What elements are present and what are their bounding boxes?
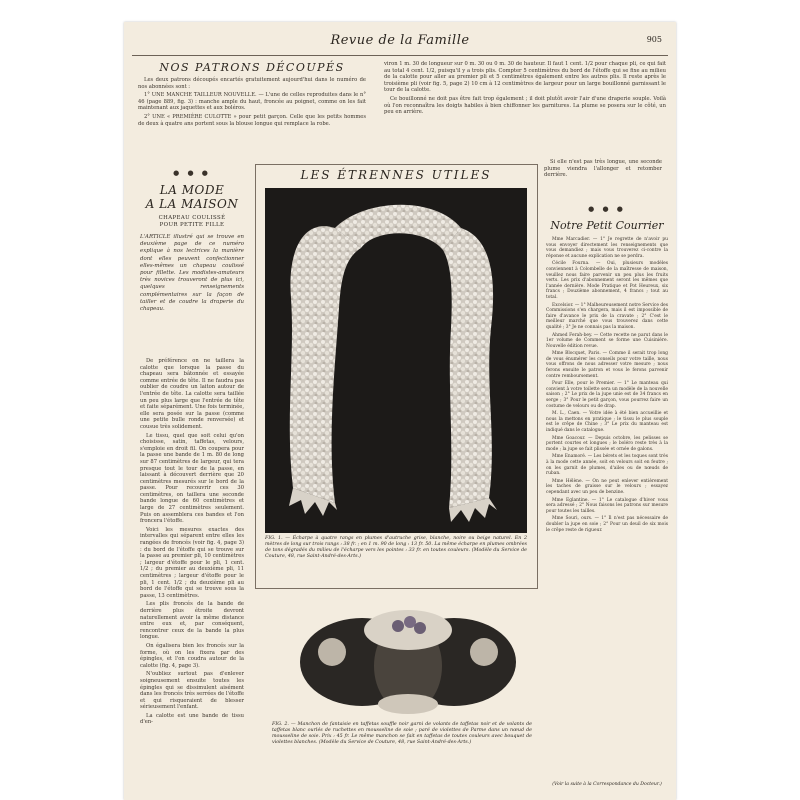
courrier-entry: Ahmed Ferah-bey. — Cette recette ne parut dans le 1er volume de Comment se forme une Cuisinière. Nouvelle édition revue.	[546, 332, 668, 349]
page-number: 905	[646, 35, 662, 44]
mode-intro: L'ARTICLE illustré qui se trouve en deuxième page de ce numéro explique à nos lectrices la manière dont elles peuvent confectionner elles-mêmes un chapeau coulissé pour fillette. Les modistes-amateurs très novices trouveront de plus ici, quelques renseignements complémentaires sur la façon de tailler et de coudre la draperie du chapeau.	[140, 234, 244, 313]
mode-paragraph: Les plis froncés de la bande de derrière plus étroite devront naturellement avoir la même distance entre eux et, par conséquent, rencontrer ceux de la bande la plus longue.	[140, 601, 244, 641]
courrier-column	[546, 237, 668, 535]
patrons-paragraph: 2° UNE « PREMIÈRE CULOTTE » pour petit garçon. Celle que les petits hommes de deux à quatre ans portent sous la blouse longue qui remplace la robe.	[138, 113, 366, 127]
courrier-entry: Mme Souri, ours. — 1° Il n'est pas nécessaire de doubler la jupe en soie ; 2° Pour un deuil de six mois le crêpe reste de rigueur.	[546, 516, 668, 533]
mode-heading-line2: A LA MAISON	[145, 197, 239, 211]
mode-subheading-line2: POUR PETITE FILLE	[159, 222, 225, 228]
patrons-text	[138, 77, 366, 129]
courrier-entry: Pour Elle, pour le Premier. — 1° Le manteau qui convient à votre toilette sera un modèle de la nouvelle saison ; 2° Le prix de la jupe unie est de 34 francs en serge ; 3° Pour le petit garçon, vous pourrez faire un costume de velours ou de drap.	[546, 381, 668, 409]
scarf-photo	[265, 188, 527, 533]
mode-body	[140, 358, 244, 728]
courrier-entry: Mme Blocquet, Paris. — Comme il serait trop long de vous énumérer les conseils pour votre taille, nous vous offrons de nous adresser votre mesure ; nous ferons ensuite le patron et vous le ferons parvenir contre remboursement.	[546, 351, 668, 379]
courrier-entry: Excelsior. — 1° Malheureusement notre Service des Commissions s'en chargera, mais il est impossible de faire d'avance le prix de la cravate ; 2° C'est le meilleur marché que vous trouverez dans cette qualité ; 3° Je ne connais pas la maison.	[546, 302, 668, 330]
mode-paragraph: La calotte est une bande de tissu d'en-	[140, 712, 244, 726]
patrons-paragraph: Les deux patrons découpés encartés gratuitement aujourd'hui dans le numéro de nos abonnées sont :	[138, 77, 366, 90]
mode-paragraph: Le tissu, quel que soit celui qu'on choisisse, satin, taffetas, velours, s'emploie en droit fil. On coupera pour la passe une bande de 1 m. 80 de long sur 87 centimètres de largeur, qui tera presque tout le tour de la passe, en laissant à découvert derrière que 20 centimètres mesurés sur le bord de la passe. Pour recouvrir ces 30 centimètres, on taillera une seconde bande longue de 60 centimètres et large de 27 centimètres seulement. Puis on assemblera ces bandes et l'on froncera l'étoffe.	[140, 432, 244, 525]
continued-paragraph: Ce bouillonné ne doit pas être fait trop également ; il doit plutôt avoir l'air d'une draperie souple. Voilà où l'on reconnaîtra les doigts habiles à bien chiffonner les garnitures. La plume se posera sur le côté, un peu en arrière.	[384, 95, 666, 116]
courrier-entry: Mme Enamoré. — Les bérets et les toques sont très à la mode cette année, soit en velours soit en feutre ; on les garnit de plumes, d'ailes ou de nœuds de ruban.	[546, 454, 668, 477]
figure1-caption: FIG. 1. — Écharpe à quatre rangs en plumes d'autruche grise, blanche, noire ou beige naturel. En 2 mètres de long sur trois rangs : 38 fr. ; en 1 m. 90 de long : 13 fr. 50. La même écharpe en plumes ombrées de tons dégradés du milieu de l'écharpe vers les pointes : 33 fr. en toutes couleurs. (Modèle du Service de Couture, 48, rue Saint-André-des-Arts.)	[265, 536, 527, 559]
muff-photo	[292, 600, 524, 720]
mode-subheading	[140, 215, 244, 229]
mode-subheading-line1: CHAPEAU COULISSÉ	[158, 215, 226, 221]
continued-paragraph: viron 1 m. 30 de longueur sur 0 m. 30 ou 0 m. 30 de hauteur. Il faut 1 cent. 1/2 pour chaque pli, ce qui fait au total 4 cent. 1/2, puisqu'il y a trois plis. Compter 5 centimètres du bord de l'étoffe qui se fixe au milieu de la calotte pour aller au premier pli et 5 centimètres également entre les autres plis. Il reste après le troisième pli (voir fig. 5, page 2) 10 cm à 12 centimètres de largeur pour un large bouillonné garnissant le tour de la calotte.	[384, 61, 666, 94]
courrier-entry: Mme Goacour. — Depuis octobre, les pelisses se portent courtes et longues ; le boléro reste très à la mode ; la jupe se fait plissée et ornée de galons.	[546, 435, 668, 452]
scarf-illustration	[265, 188, 527, 533]
header-rule	[132, 55, 668, 56]
section-ornament: ● ● ●	[173, 169, 211, 177]
courrier-footer: (Voir la suite à la Correspondance du Docteur.)	[552, 782, 662, 787]
continued-text	[384, 61, 666, 118]
patrons-paragraph: 1° UNE MANCHE TAILLEUR NOUVELLE. — L'une de celles reproduites dans le n° 46 (page 889, fig. 3) : manche ample du haut, froncée au poignet, comme on les fait maintenant aux jaquettes et aux boléros.	[138, 92, 366, 112]
mode-paragraph: De préférence on ne taillera la calotte que lorsque la passe du chapeau sera bâtonnée et essayée comme entrée de tête. Il ne faudra pas oublier de coudre un laiton autour de l'entrée de tête. La calotte sera taillée un peu plus large que l'entrée de tête et faite séparément. Une fois terminée, elle sera posée sur la passe (comme une petite bulle ronde renversée) et cousue très solidement.	[140, 358, 244, 430]
etrennes-heading: LES ÉTRENNES UTILES	[300, 168, 492, 182]
mode-paragraph: On égalisera bien les froncés sur la forme, où on les fixera par des épingles, et l'on coudra autour de la calotte (fig. 4, page 3).	[140, 642, 244, 669]
patrons-heading: NOS PATRONS DÉCOUPÉS	[159, 61, 345, 74]
magazine-page	[124, 22, 676, 800]
page-header-title: Revue de la Famille	[330, 33, 470, 48]
courrier-ornament: ● ● ●	[588, 205, 626, 213]
muff-illustration	[292, 600, 524, 720]
mode-paragraph: N'oubliez surtout pas d'enlever soigneusement ensuite toutes les épingles qui se dissimulent aisément dans les froncés très serrées de l'étoffe et qui risqueraient de blesser sérieusement l'enfant.	[140, 671, 244, 711]
mode-heading	[140, 183, 244, 211]
courrier-entry: Mme Marcadier. — 1° Je regrette de n'avoir pu vous envoyer directement les renseignements que vous demandiez ; mais vous trouverez ci-contre la réponse et aucune explication ne se perdra.	[546, 237, 668, 259]
courrier-entry: Mme Eglantine. — 1° Le catalogue d'hiver vous sera adressé ; 2° Nous faisons les patrons sur mesure pour toutes les tailles.	[546, 497, 668, 514]
figure2-caption: FIG. 2. — Manchon de fantaisie en taffetas souffle noir garni de volants de taffetas noir et de volants de taffetas blanc ourlés de ruchettes en mousseline de soie ; paré de violettes de Parme dans un nœud de mousseline de soie. Prix : 45 fr. Le même manchon se fait en taffetas de toutes couleurs avec bouquet de violettes blanches. (Modèle du Service de Couture, 48, rue Saint-André-des-Arts.)	[272, 722, 532, 745]
mode-paragraph: Voici les mesures exactes des intervalles qui séparent entre elles les rangées de froncés (voir fig. 4, page 3) : du bord de l'étoffe qui se trouve sur la passe au premier pli, 10 centimètres ; largeur d'étoffe pour le pli, 1 cent. 1/2 ; du premier au deuxième pli, 11 centimètres ; largeur d'étoffe pour le pli, 1 cent. 1/2 ; du deuxième pli au bord de l'étoffe qui se trouve sous la passe, 13 centimètres.	[140, 526, 244, 599]
continued-text-end	[544, 159, 662, 181]
courrier-entry: Mme Hélène. — On ne peut enlever entièrement les taches de graisse sur le velours ; essayez cependant avec un peu de benzine.	[546, 478, 668, 495]
courrier-entry: Cécile Fourna. — Oui, plusieurs modèles conviennent à Colombelle de la maîtresse de maison, veuillez nous faire parvenir un peu plus les fruits verts. Les prix d'abonnement seront les mêmes que l'année dernière. Mode Pratique et Pot Heureux, six francs ; Douzième abonnement, 4 francs ; tout au total.	[546, 261, 668, 300]
mode-heading-line1: LA MODE	[159, 183, 225, 197]
continued-paragraph: Si elle n'est pas très longue, une seconde plume viendra l'allonger et retomber derrière.	[544, 159, 662, 179]
courrier-entry: M. L., Caen. — Votre idée à été bien accueillie et nous la mettons en pratique ; le tissu le plus souple est le crêpe de Chine ; 3° Le prix du manteau est indiqué dans le catalogue.	[546, 411, 668, 433]
courrier-heading: Notre Petit Courrier	[550, 219, 664, 232]
